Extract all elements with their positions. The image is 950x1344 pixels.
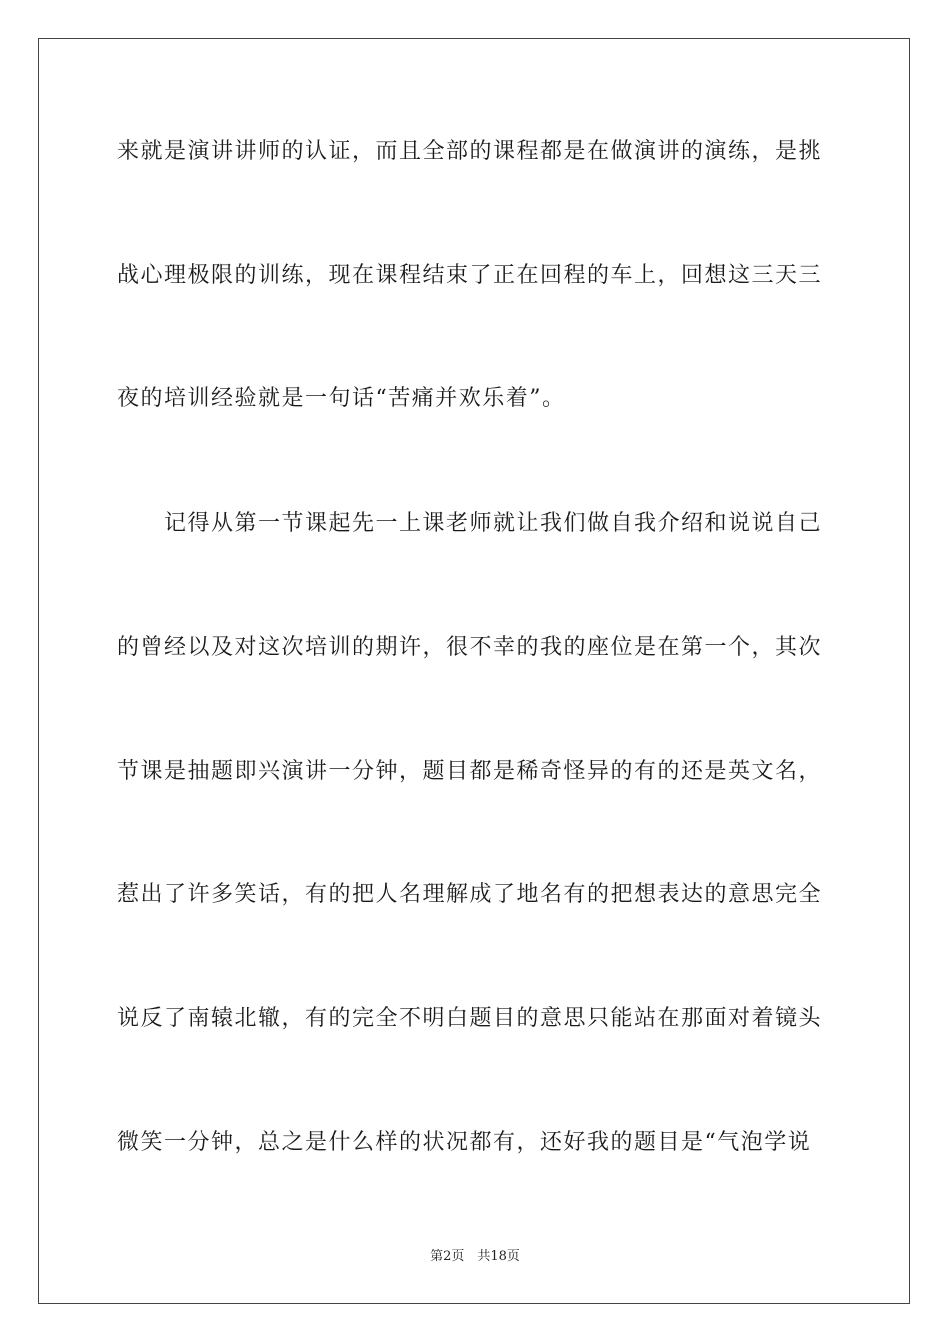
body-text-line-7: 惹出了许多笑话，有的把人名理解成了地名有的把想表达的意思完全 xyxy=(117,882,823,907)
body-text-line-4: 记得从第一节课起先一上课老师就让我们做自我介绍和说说自己 xyxy=(117,511,823,536)
body-text-line-1: 来就是演讲讲师的认证，而且全部的课程都是在做演讲的演练，是挑 xyxy=(117,139,823,164)
body-text-line-9: 微笑一分钟，总之是什么样的状况都有，还好我的题目是“气泡学说 xyxy=(117,1130,812,1155)
body-text-line-2: 战心理极限的训练，现在课程结束了正在回程的车上，回想这三天三 xyxy=(117,263,823,288)
body-text-line-6: 节课是抽题即兴演讲一分钟，题目都是稀奇怪异的有的还是英文名， xyxy=(117,759,823,784)
body-text-line-3: 夜的培训经验就是一句话“苦痛并欢乐着”。 xyxy=(117,386,566,411)
page-border xyxy=(38,38,910,1304)
page-number-footer: 第2页 共18页 xyxy=(430,1249,520,1264)
body-text-line-5: 的曾经以及对这次培训的期许，很不幸的我的座位是在第一个，其次 xyxy=(117,635,823,660)
body-text-line-8: 说反了南辕北辙，有的完全不明白题目的意思只能站在那面对着镜头 xyxy=(117,1006,823,1031)
